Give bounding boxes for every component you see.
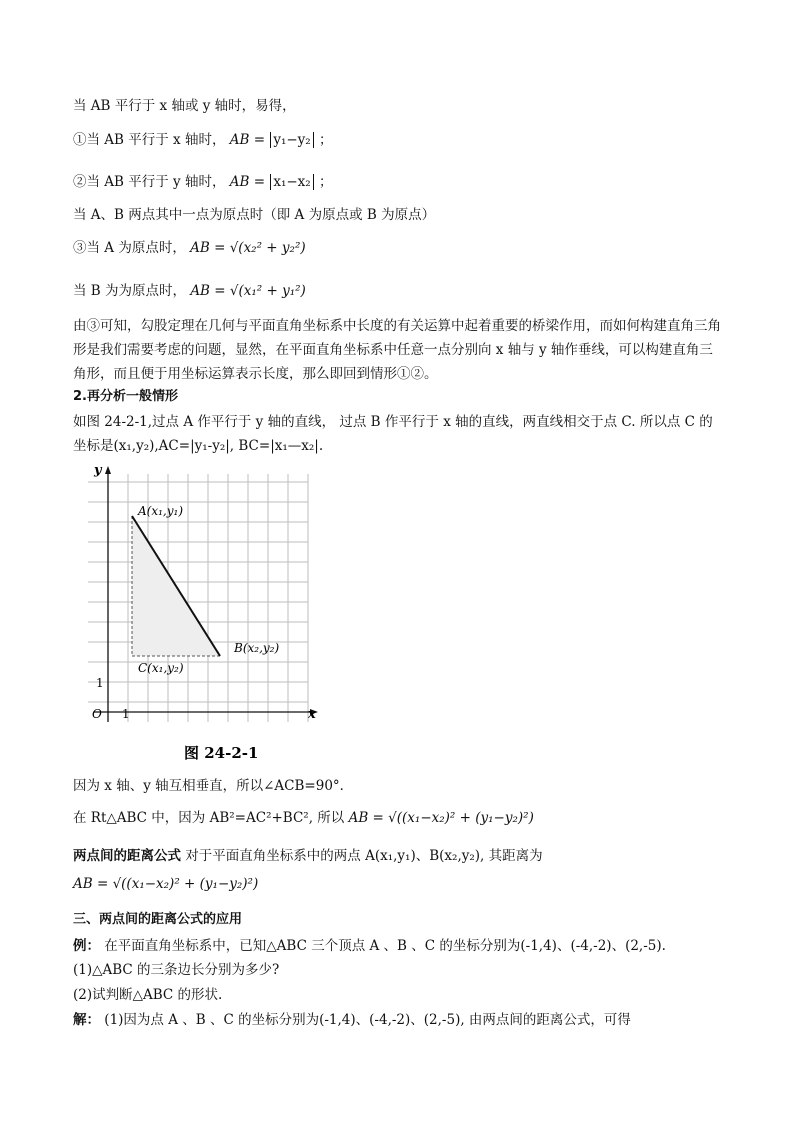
section-heading-general: 2.再分析一般情形 (73, 389, 178, 404)
case-2-suffix: ； (319, 174, 333, 190)
text-line-1: 当 AB 平行于 x 轴或 y 轴时，易得， (73, 98, 296, 114)
rt-triangle-line (73, 808, 534, 828)
origin-label: O (92, 707, 102, 721)
case-2-formula-abs: x₁−x₂ (270, 174, 313, 190)
distance-formula: AB = √((x₁−x₂)² + (y₁−y₂)²) (73, 876, 259, 892)
example-label: 例： (73, 938, 100, 954)
point-c-label: C(x₁,y₂) (138, 661, 184, 675)
question-1: (1)△ABC 的三条边长分别为多少? (73, 962, 280, 978)
case-1-formula-lhs: AB = (229, 132, 266, 148)
distance-formula-intro (73, 846, 543, 866)
rt-triangle-prefix: 在 Rt△ABC 中，因为 AB²=AC²+BC², 所以 (73, 810, 345, 826)
grid-lines (88, 474, 308, 722)
case-1-line (73, 130, 333, 150)
coordinate-grid-diagram (70, 460, 330, 770)
solution-label: 解： (73, 1012, 100, 1028)
case-2-line (73, 172, 333, 192)
example-text: 在平面直角坐标系中，已知△ABC 三个顶点 A 、B 、C 的坐标分别为(-1,4)、(-4,-2)、(2,-5). (104, 938, 666, 954)
text-perpendicular: 因为 x 轴、y 轴互相垂直，所以∠ACB=90°． (73, 778, 354, 794)
case-b-formula: AB = √(x₁² + y₁²) (190, 283, 306, 299)
y-axis-label: y (94, 463, 102, 478)
point-b-label: B(x₂,y₂) (234, 641, 280, 655)
figure-24-2-1 (70, 460, 330, 770)
example-line (73, 936, 666, 956)
y-axis-arrow (105, 466, 111, 474)
case-b-origin-line (73, 281, 306, 301)
distance-formula-description: 对于平面直角坐标系中的两点 A(x₁,y₁)、B(x₂,y₂), 其距离为 (185, 848, 543, 864)
case-1-prefix: ①当 AB 平行于 x 轴时， (73, 132, 226, 148)
x-unit-label: 1 (122, 707, 130, 721)
case-3-prefix: ③当 A 为原点时， (73, 240, 186, 256)
text-line-origin: 当 A、B 两点其中一点为原点时（即 A 为原点或 B 为原点） (73, 207, 436, 223)
case-2-prefix: ②当 AB 平行于 y 轴时， (73, 174, 226, 190)
paragraph-pythagoras: 由③可知，勾股定理在几何与平面直角坐标系中长度的有关运算中起着重要的桥梁作用，而如何构建直角三角形是我们需要考虑的问题，显然，在平面直角坐标系中任意一点分别向 x 轴与 y 轴作垂线，可以构建直角三角形，而且便于用坐标运算表示长度，那么即回到情形①②。 (73, 318, 721, 382)
rt-triangle-formula: AB = √((x₁−x₂)² + (y₁−y₂)²) (348, 810, 534, 826)
solution-line (73, 1010, 631, 1030)
case-3-formula: AB = √(x₂² + y₂²) (190, 240, 306, 256)
question-2: (2)试判断△ABC 的形状. (73, 987, 223, 1003)
solution-text: (1)因为点 A 、B 、C 的坐标分别为(-1,4)、(-4,-2)、(2,-5), 由两点间的距离公式，可得 (104, 1012, 631, 1028)
section-heading-application: 三、两点间的距离公式的应用 (73, 912, 243, 927)
case-b-prefix: 当 B 为为原点时， (73, 283, 187, 299)
case-1-suffix: ； (319, 132, 333, 148)
case-2-formula-lhs: AB = (229, 174, 266, 190)
case-1-formula-abs: y₁−y₂ (270, 132, 313, 148)
case-3-line (73, 238, 306, 258)
figure-caption: 图 24-2-1 (184, 744, 259, 762)
y-unit-label: 1 (96, 676, 104, 690)
point-a-label: A(x₁,y₁) (138, 504, 184, 518)
paragraph-general-case: 如图 24-2-1,过点 A 作平行于 y 轴的直线， 过点 B 作平行于 x 轴的直线，两直线相交于点 C. 所以点 C 的坐标是(x₁,y₂),AC=|y₁-y₂|, BC=|x₁—x₂|. (73, 414, 713, 454)
distance-formula-title: 两点间的距离公式 (73, 848, 181, 864)
x-axis-label: x (308, 707, 316, 722)
